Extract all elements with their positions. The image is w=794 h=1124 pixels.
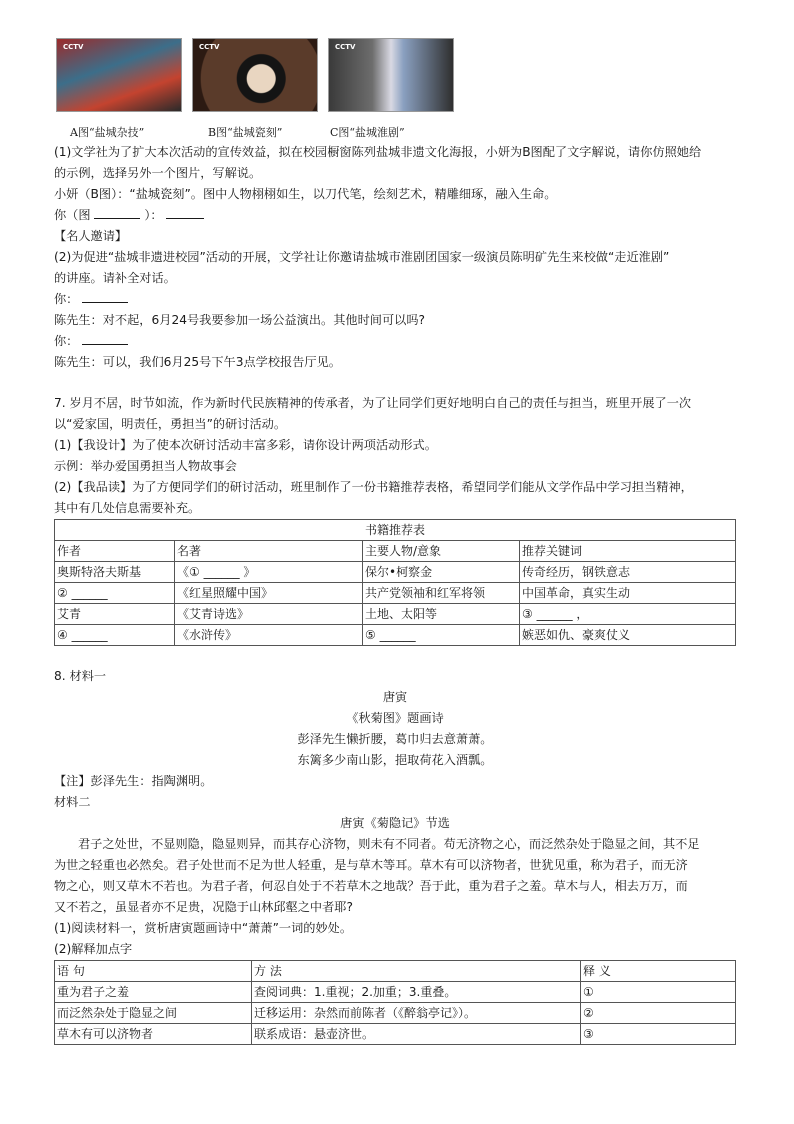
table-cell: 《水浒传》 — [175, 625, 363, 646]
header-cell: 作者 — [55, 541, 175, 562]
poem-title: 《秋菊图》题画诗 — [346, 711, 444, 725]
q6-p2-cont: 的讲座。请补全对话。 — [54, 271, 176, 285]
q6-example: 小妍（B图）：“盐城瓷刻”。图中人物栩栩如生，以刀代笔，绘刻艺术，精雕细琢，融入生命。 — [54, 187, 557, 201]
figure-blank[interactable] — [94, 206, 140, 219]
material-2-title: 唐寅《菊隐记》节选 — [340, 816, 450, 830]
dialog-blank-2[interactable] — [82, 332, 128, 345]
header-cell: 名著 — [175, 541, 363, 562]
essay-line-4: 又不若之，虽显者亦不足贵，况隐于山林邱壑之中者耶? — [54, 900, 353, 914]
q8-q1: (1)阅读材料一，赏析唐寅题画诗中“萧萧”一词的妙处。 — [54, 921, 353, 935]
explanation-blank[interactable] — [166, 206, 204, 219]
table-header-row — [55, 541, 736, 562]
q6-p2: (2)为促进“盐城非遗进校园”活动的开展，文学社让你邀请盐城市淮剧团国家一级演员陈明矿先生来校做“走近淮剧” — [54, 250, 670, 264]
q7-intro-cont: 以“爱家国，明责任，勇担当”的研讨活动。 — [54, 417, 287, 431]
table-cell: 而泛然杂处于隐显之间 — [55, 1003, 252, 1024]
q7-p2-cont: 其中有几处信息需要补充。 — [54, 501, 201, 515]
word-table — [54, 960, 736, 1045]
poem-line-2: 东篱多少南山影，挹取荷花入酒瓢。 — [297, 753, 493, 767]
poem-author: 唐寅 — [382, 690, 408, 704]
q8-q2: (2)解释加点字 — [54, 942, 133, 956]
dialog-chen-1: 陈先生：对不起，6月24号我要参加一场公益演出。其他时间可以吗? — [54, 313, 425, 327]
table-cell[interactable]: ③ — [581, 1024, 736, 1045]
table-row — [55, 1003, 736, 1024]
image-captions — [70, 124, 736, 140]
essay-line-2: 为世之轻重也必然矣。君子处世而不足为世人轻重，是与草木等耳。草木有可以济物者，世犹见重，称为君子，而无济 — [54, 858, 688, 872]
essay-line-1: 君子之处世，不显则隐，隐显则异，而其存心济物，则未有不同者。苟无济物之心，而泛然杂处于隐显之间，其不足 — [78, 837, 700, 851]
dialog-you-2: 你： — [54, 331, 736, 352]
table-row — [55, 562, 736, 583]
header-cell: 语 句 — [55, 961, 252, 982]
image-strip — [56, 38, 736, 112]
q8-label: 8. 材料一 — [54, 669, 107, 683]
table-cell: 保尔•柯察金 — [363, 562, 520, 583]
table-cell[interactable]: ③ ______ ， — [520, 604, 736, 625]
header-cell: 推荐关键词 — [520, 541, 736, 562]
dialog-chen-2: 陈先生：可以，我们6月25号下午3点学校报告厅见。 — [54, 355, 341, 369]
q7-example: 示例：举办爱国勇担当人物故事会 — [54, 459, 237, 473]
table-row — [55, 625, 736, 646]
table-cell[interactable]: ④ ______ — [55, 625, 175, 646]
table-caption-row — [55, 520, 736, 541]
material-2-label: 材料二 — [54, 795, 91, 809]
header-cell: 方 法 — [252, 961, 581, 982]
poem-line-1: 彭泽先生懒折腰，葛巾归去意萧萧。 — [297, 732, 493, 746]
table-row — [55, 982, 736, 1003]
table-row — [55, 604, 736, 625]
essay-line-3: 物之心，则又草木不若也。为君子者，何忍自处于不若草木之地哉？吾于此，重为君子之羞。草木与人，相去万万，而 — [54, 879, 688, 893]
table-cell: 查阅词典：1.重视；2.加重；3.重叠。 — [252, 982, 581, 1003]
section-invite: 【名人邀请】 — [54, 229, 128, 243]
caption-c: C图“盐城淮剧” — [330, 126, 405, 139]
header-cell: 主要人物/意象 — [363, 541, 520, 562]
table-header-row — [55, 961, 736, 982]
table-cell: 迁移运用：杂然而前陈者（《醉翁亭记》）。 — [252, 1003, 581, 1024]
q7-intro: 7. 岁月不居，时节如流，作为新时代民族精神的传承者，为了让同学们更好地明白自己的责任与担当，班里开展了一次 — [54, 396, 692, 410]
acrobatics-image: CCTV — [56, 38, 182, 112]
table-cell: 艾青 — [55, 604, 175, 625]
dialog-you-1: 你： — [54, 289, 736, 310]
caption-b: B图“盐城瓷刻” — [208, 126, 283, 139]
table-cell: 《艾青诗选》 — [175, 604, 363, 625]
table-cell[interactable]: ② ______ — [55, 583, 175, 604]
table-cell: 共产党领袖和红军将领 — [363, 583, 520, 604]
q6-answer-line: 你（图 ）： — [54, 205, 736, 226]
table-cell: 土地、太阳等 — [363, 604, 520, 625]
table-cell[interactable]: ② — [581, 1003, 736, 1024]
poem-note: 【注】彭泽先生：指陶渊明。 — [54, 774, 213, 788]
huai-opera-image: CCTV — [328, 38, 454, 112]
table-cell: 草木有可以济物者 — [55, 1024, 252, 1045]
q7-p2: (2)【我品读】为了方便同学们的研讨活动，班里制作了一份书籍推荐表格，希望同学们能从文学作品中学习担当精神， — [54, 480, 693, 494]
table-cell[interactable]: 《① ______ 》 — [175, 562, 363, 583]
dialog-blank-1[interactable] — [82, 290, 128, 303]
table-cell: 中国革命，真实生动 — [520, 583, 736, 604]
table-cell[interactable]: ① — [581, 982, 736, 1003]
q6-p1: (1)文学社为了扩大本次活动的宣传效益，拟在校园橱窗陈列盐城非遗文化海报，小妍为B图配了文字解说，请你仿照她给 — [54, 145, 702, 159]
q7-p1: (1)【我设计】为了使本次研讨活动丰富多彩，请你设计两项活动形式。 — [54, 438, 437, 452]
table-cell: 联系成语：悬壶济世。 — [252, 1024, 581, 1045]
table-cell: 《红星照耀中国》 — [175, 583, 363, 604]
book-table — [54, 519, 736, 646]
q6-p1-cont: 的示例，选择另外一个图片，写解说。 — [54, 166, 262, 180]
table-cell[interactable]: ⑤ ______ — [363, 625, 520, 646]
document-page — [54, 38, 736, 1045]
table-row — [55, 1024, 736, 1045]
caption-a: A图“盐城杂技” — [70, 126, 145, 139]
table-cell: 奥斯特洛夫斯基 — [55, 562, 175, 583]
table-cell: 传奇经历，钢铁意志 — [520, 562, 736, 583]
table-cell: 嫉恶如仇、豪爽仗义 — [520, 625, 736, 646]
table-cell: 重为君子之羞 — [55, 982, 252, 1003]
header-cell: 释 义 — [581, 961, 736, 982]
porcelain-carving-image: CCTV — [192, 38, 318, 112]
table-row — [55, 583, 736, 604]
table-caption: 书籍推荐表 — [55, 520, 736, 541]
